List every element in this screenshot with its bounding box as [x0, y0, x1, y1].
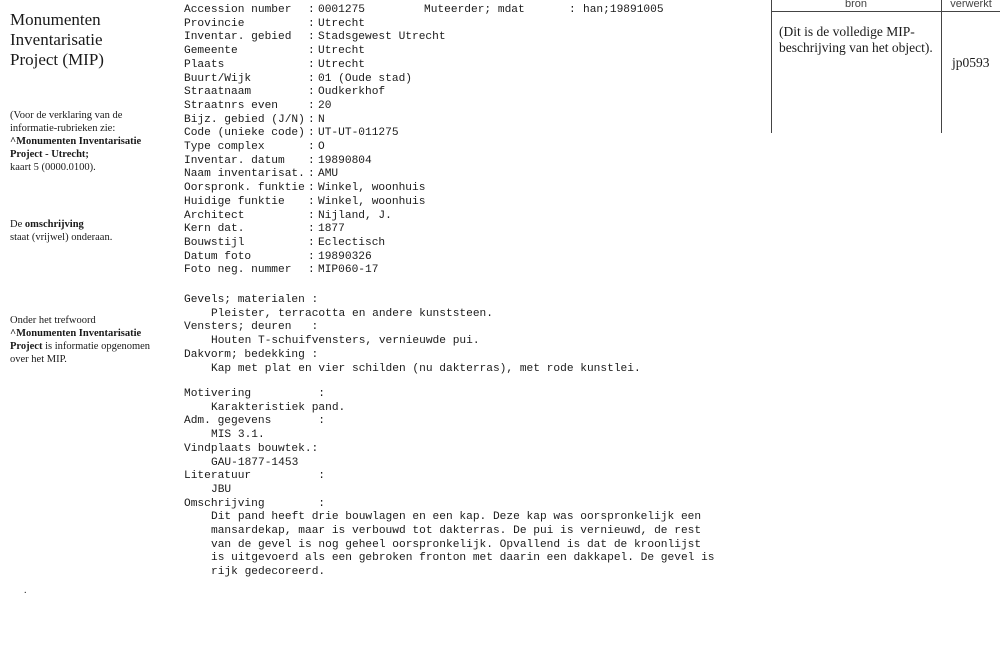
- field-value: 19890326: [318, 250, 372, 263]
- note-text: (Voor de verklaring van de informatie-rubrieken zie:: [10, 110, 123, 134]
- field-separator: :: [308, 99, 315, 112]
- description-line: rijk gedecoreerd.: [211, 566, 326, 579]
- field-value: Winkel, woonhuis: [318, 195, 426, 208]
- field-label: Straatnaam: [184, 86, 252, 99]
- description-line: van de gevel is nog geheel oorspronkelijk. Opvallend is dat de kroonlijst: [211, 538, 702, 551]
- section-text: Karakteristiek pand.: [211, 401, 346, 414]
- section-label: Adm. gegevens :: [184, 415, 325, 428]
- field-separator: :: [308, 141, 315, 153]
- field-value: Nijland, J.: [318, 209, 392, 222]
- document-title: Monumenten Inventarisatie Project (MIP): [10, 10, 104, 69]
- field-label: Datum foto: [184, 250, 252, 263]
- field-label: Inventar. datum: [184, 154, 285, 167]
- field-value: 19890804: [318, 154, 372, 167]
- column-header-source: bron: [844, 0, 868, 10]
- field-value: Oudkerkhof: [318, 86, 386, 99]
- section-label: Motivering :: [184, 388, 325, 400]
- field-value: 0001275: [318, 4, 365, 16]
- note-text: is informatie opgenomen over het MIP.: [10, 341, 151, 365]
- field-label: Code (unieke code): [184, 127, 305, 140]
- section-label: Literatuur :: [184, 470, 325, 483]
- mutation-value: han;19891005: [583, 4, 664, 16]
- field-label: Type complex: [184, 141, 265, 153]
- field-separator: :: [569, 4, 576, 16]
- field-separator: :: [308, 86, 315, 99]
- field-value: 1877: [318, 223, 345, 236]
- field-value: Winkel, woonhuis: [318, 182, 426, 195]
- field-separator: :: [308, 113, 315, 126]
- field-label: Kern dat.: [184, 223, 245, 236]
- field-label: Provincie: [184, 17, 245, 30]
- field-label: Oorspronk. funktie: [184, 182, 305, 195]
- note-text: kaart 5 (0000.0100).: [10, 162, 96, 173]
- table-border: [771, 0, 772, 133]
- field-value: Stadsgewest Utrecht: [318, 31, 446, 44]
- field-value: 01 (Oude stad): [318, 72, 412, 85]
- table-border: [771, 11, 1000, 12]
- field-separator: :: [308, 264, 315, 277]
- field-label: Architect: [184, 209, 245, 222]
- field-value: UT-UT-011275: [318, 127, 399, 140]
- note-text: De: [10, 219, 23, 230]
- section-text: MIS 3.1.: [211, 429, 265, 442]
- field-separator: :: [308, 72, 315, 85]
- table-border: [941, 0, 942, 133]
- source-table: [771, 0, 1000, 133]
- field-separator: :: [308, 236, 315, 249]
- field-label: Inventar. gebied: [184, 31, 292, 44]
- processed-cell: jp0593: [952, 55, 990, 70]
- field-separator: :: [308, 154, 315, 167]
- reference-link-mip-utrecht[interactable]: ^Monumenten Inventarisatie Project - Utrecht;: [10, 136, 142, 160]
- field-value: Utrecht: [318, 58, 365, 71]
- field-label: Accession number: [184, 4, 292, 16]
- field-label: Naam inventarisat.: [184, 168, 305, 181]
- field-separator: :: [308, 223, 315, 236]
- field-label: Bijz. gebied (J/N): [184, 113, 305, 126]
- note-text: staat (vrijwel) onderaan.: [10, 232, 113, 243]
- field-value: AMU: [318, 168, 339, 181]
- note-bold-term: omschrijving: [24, 219, 84, 230]
- field-label: Buurt/Wijk: [184, 72, 252, 85]
- field-separator: :: [308, 195, 315, 208]
- section-text: GAU-1877-1453: [211, 456, 299, 469]
- field-separator: :: [308, 58, 315, 71]
- field-value: Utrecht: [318, 45, 365, 58]
- field-separator: :: [308, 45, 315, 58]
- field-separator: :: [308, 168, 315, 181]
- section-label: Omschrijving :: [184, 497, 325, 510]
- field-value: O: [318, 141, 325, 153]
- section-text: Pleister, terracotta en andere kunststeen.: [211, 307, 493, 320]
- field-separator: :: [308, 209, 315, 222]
- section-text: JBU: [211, 483, 232, 496]
- field-value: Eclectisch: [318, 236, 386, 249]
- section-text: Kap met plat en vier schilden (nu dakterras), met rode kunstlei.: [211, 362, 641, 375]
- info-note-legend: [10, 109, 170, 174]
- field-label: Huidige funktie: [184, 195, 285, 208]
- note-text: Onder het trefwoord: [10, 315, 96, 326]
- description-line: Dit pand heeft drie bouwlagen en een kap. Deze kap was oorspronkelijk een: [211, 511, 702, 524]
- field-separator: :: [308, 182, 315, 195]
- field-label: Plaats: [184, 58, 225, 71]
- field-label: Gemeente: [184, 45, 238, 58]
- field-separator: :: [308, 17, 315, 30]
- field-value: N: [318, 113, 325, 126]
- field-separator: :: [308, 4, 315, 16]
- section-label: Vensters; deuren :: [184, 321, 319, 334]
- footer-mark: .: [24, 585, 27, 596]
- field-separator: :: [308, 127, 315, 140]
- field-label: Straatnrs even: [184, 99, 278, 112]
- description-line: is uitgevoerd als een gebroken fronton met daarin een dakkapel. De gevel is: [211, 552, 715, 565]
- field-label: Foto neg. nummer: [184, 264, 292, 277]
- section-text: Houten T-schuifvensters, vernieuwde pui.: [211, 335, 480, 348]
- source-cell: (Dit is de volledige MIP-beschrijving van het object).: [779, 24, 933, 55]
- description-line: mansardekap, maar is verbouwd tot dakterras. De pui is vernieuwd, de rest: [211, 525, 702, 537]
- info-note-description: [10, 218, 170, 244]
- mutation-label: Muteerder; mdat: [424, 4, 525, 16]
- field-value: 20: [318, 99, 332, 112]
- field-label: Bouwstijl: [184, 236, 245, 249]
- section-label: Gevels; materialen :: [184, 294, 319, 306]
- field-value: MIP060-17: [318, 264, 379, 277]
- reference-link-mip[interactable]: ^Monumenten Inventarisatie Project: [10, 328, 142, 352]
- info-note-keyword: [10, 314, 170, 366]
- field-value: Utrecht: [318, 17, 365, 30]
- field-separator: :: [308, 31, 315, 44]
- section-label: Vindplaats bouwtek.:: [184, 442, 319, 455]
- column-header-processed: verwerkt: [950, 0, 992, 10]
- field-separator: :: [308, 250, 315, 263]
- section-label: Dakvorm; bedekking :: [184, 348, 319, 361]
